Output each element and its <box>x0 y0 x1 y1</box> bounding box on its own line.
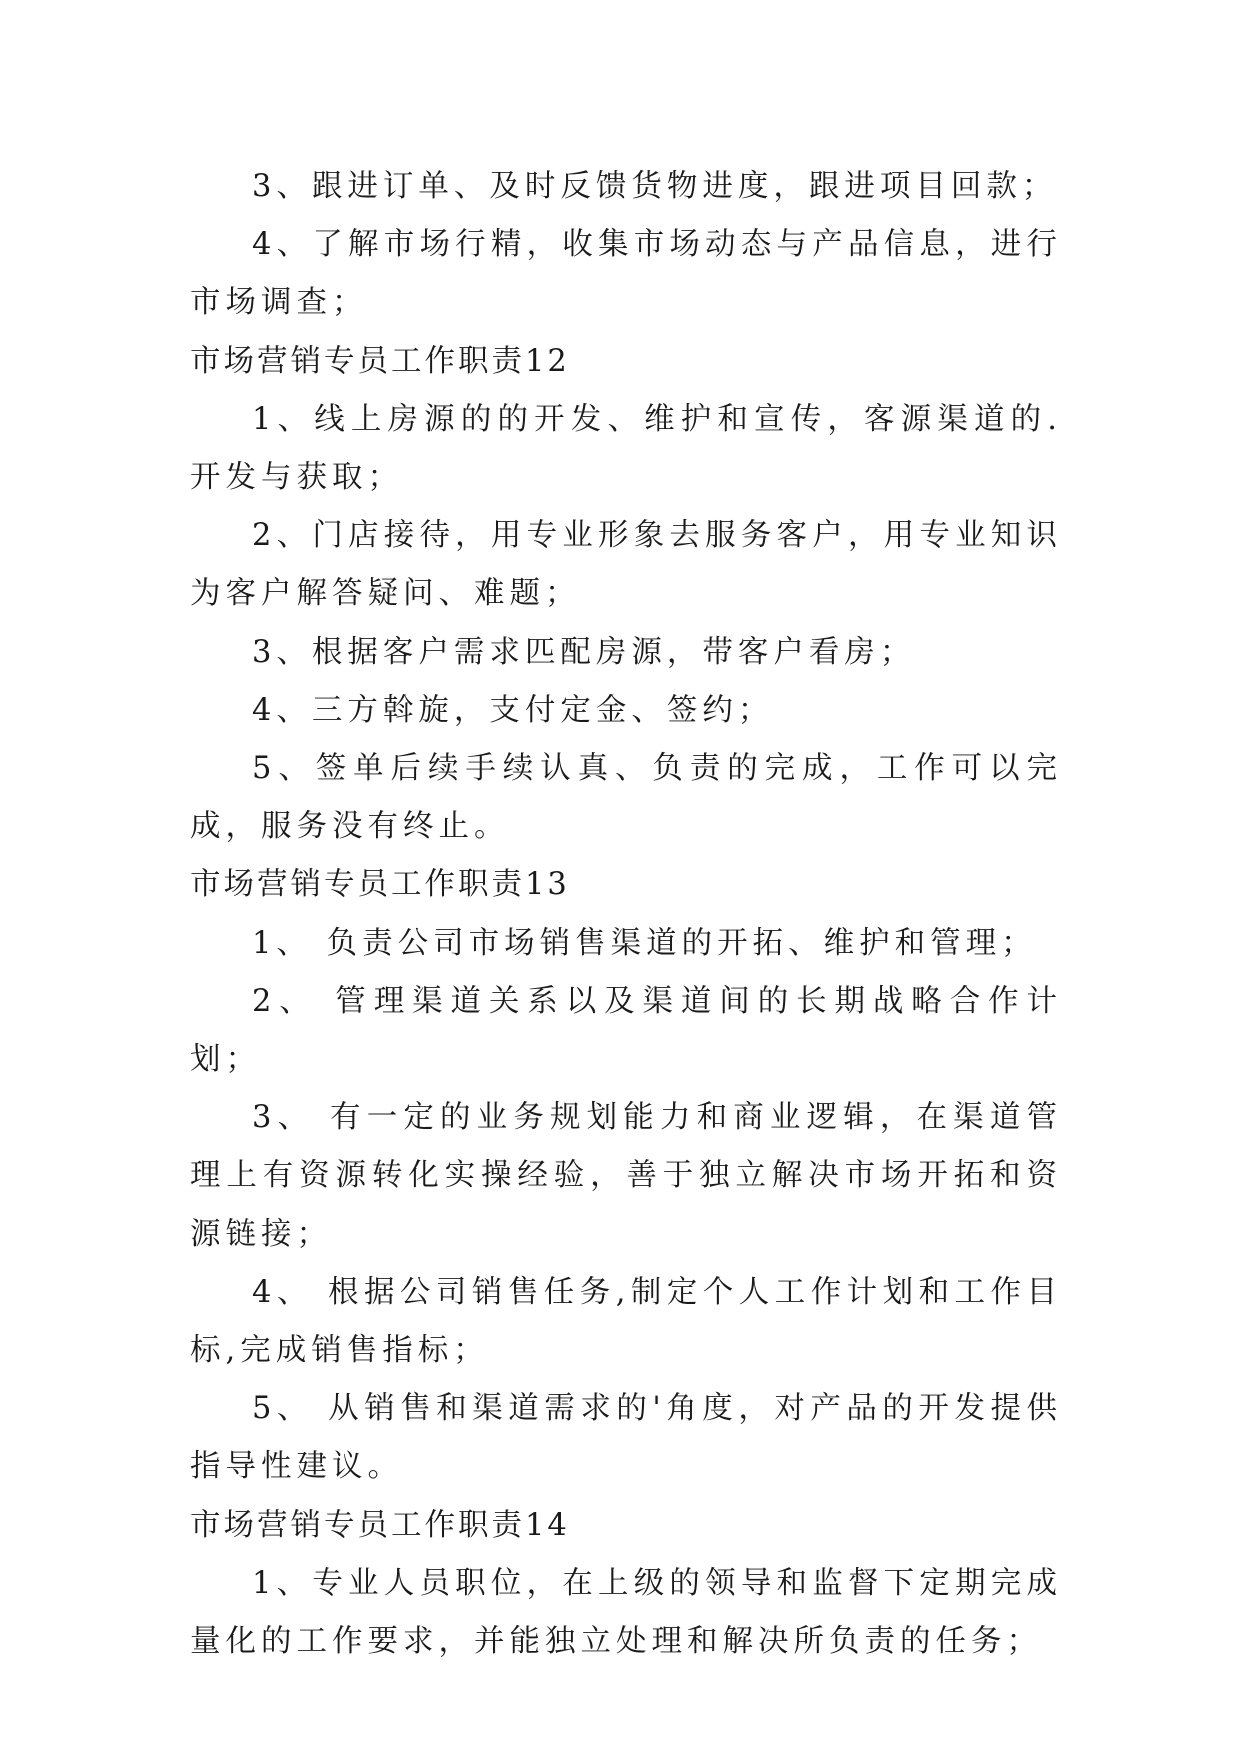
section-heading: 市场营销专员工作职责14 <box>190 1507 570 1543</box>
paragraph: 1、线上房源的的开发、维护和宣传，客源渠道的.开发与获取； <box>190 401 1062 496</box>
section-heading: 市场营销专员工作职责12 <box>190 343 570 379</box>
paragraph: 3、根据客户需求匹配房源，带客户看房； <box>252 634 916 670</box>
paragraph: 5、 从销售和渠道需求的'角度，对产品的开发提供指导性建议。 <box>190 1391 1062 1485</box>
paragraph: 3、跟进订单、及时反馈货物进度，跟进项目回款； <box>252 169 1058 204</box>
paragraph: 1、专业人员职位，在上级的领导和监督下定期完成量化的工作要求，并能独立处理和解决所负责的任务； <box>190 1565 1062 1660</box>
section-heading: 市场营销专员工作职责13 <box>190 867 570 903</box>
document-body <box>190 158 1062 1671</box>
paragraph: 2、 管理渠道关系以及渠道间的长期战略合作计划； <box>190 983 1062 1078</box>
paragraph: 1、 负责公司市场销售渠道的开拓、维护和管理； <box>252 925 1037 961</box>
paragraph: 4、 根据公司销售任务,制定个人工作计划和工作目标,完成销售指标； <box>190 1274 1062 1369</box>
paragraph: 5、签单后续手续认真、负责的完成，工作可以完成，服务没有终止。 <box>190 751 1062 845</box>
paragraph: 3、 有一定的业务规划能力和商业逻辑，在渠道管理上有资源转化实操经验，善于独立解决市场开拓和资源链接； <box>190 1100 1062 1252</box>
paragraph: 4、了解市场行精，收集市场动态与产品信息，进行市场调查； <box>190 227 1062 321</box>
paragraph: 4、三方斡旋，支付定金、签约； <box>252 692 774 728</box>
paragraph: 2、门店接待，用专业形象去服务客户，用专业知识为客户解答疑问、难题； <box>190 518 1062 612</box>
